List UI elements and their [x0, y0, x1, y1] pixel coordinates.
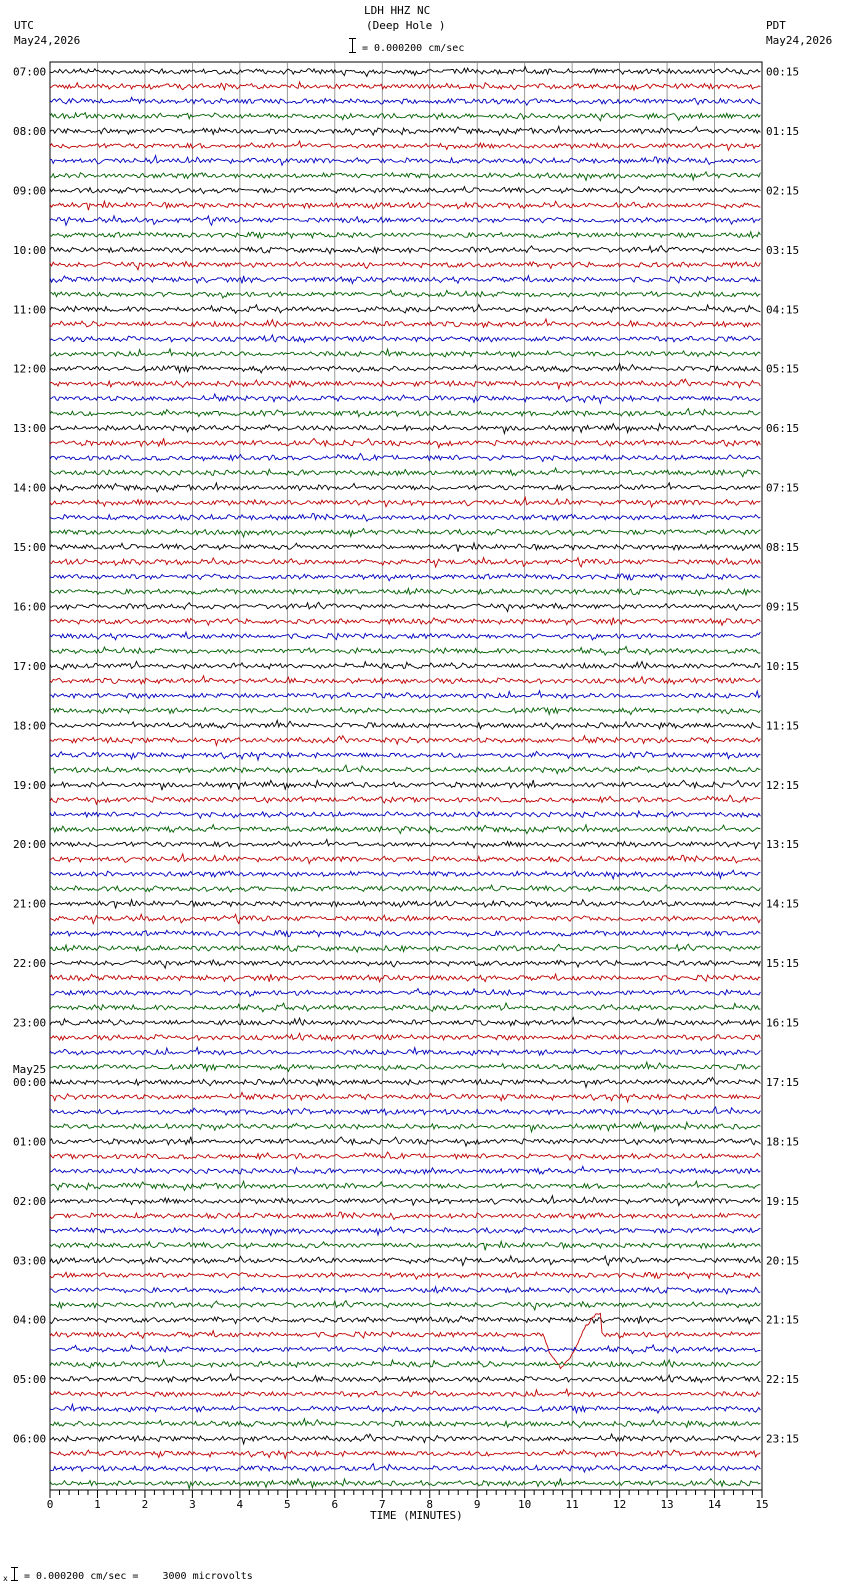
seismogram-trace [50, 1419, 760, 1428]
pdt-hour-label: 06:15 [766, 422, 800, 436]
seismogram-trace [50, 708, 760, 715]
seismogram-trace [50, 468, 760, 477]
seismogram-trace [50, 246, 760, 254]
seismogram-trace [50, 960, 760, 968]
seismogram-trace [50, 765, 760, 774]
pdt-hour-label: 23:15 [766, 1432, 800, 1446]
seismogram-trace [50, 1287, 760, 1294]
footer-scale-bar [14, 1567, 15, 1581]
seismogram-trace [50, 989, 760, 997]
utc-hour-label: 23:00 [13, 1016, 47, 1030]
seismogram-trace [50, 795, 760, 804]
seismogram-trace [50, 1272, 760, 1279]
seismogram-trace [50, 82, 760, 90]
station-title: LDH HHZ NC [364, 4, 431, 17]
pdt-hour-label: 05:15 [766, 362, 800, 376]
seismogram-trace [50, 1181, 760, 1190]
seismogram-trace [50, 424, 760, 434]
seismogram-trace [50, 618, 760, 626]
utc-hour-label: 08:00 [13, 124, 47, 138]
seismogram-trace [50, 1212, 760, 1220]
utc-hour-label: 21:00 [13, 897, 47, 911]
seismogram-trace [50, 602, 760, 611]
left-timezone: UTC [14, 19, 34, 32]
seismogram-trace [50, 1316, 760, 1324]
header-scale-text: = 0.000200 cm/sec [362, 43, 465, 54]
seismogram-trace [50, 588, 760, 595]
seismogram-trace [50, 454, 760, 462]
seismogram-trace [50, 394, 760, 404]
seismogram-trace [50, 930, 760, 936]
seismogram-trace [50, 113, 760, 121]
seismogram-trace [50, 172, 760, 181]
utc-hour-label: 04:00 [13, 1313, 47, 1327]
seismogram-trace [50, 483, 760, 492]
x-tick-label: 5 [284, 1498, 291, 1511]
seismogram-trace [50, 543, 760, 552]
pdt-hour-label: 17:15 [766, 1075, 800, 1089]
pdt-hour-label: 16:15 [766, 1016, 800, 1030]
pdt-hour-label: 18:15 [766, 1135, 800, 1149]
seismogram-trace [50, 1450, 760, 1459]
seismogram-trace [50, 1360, 760, 1368]
seismogram-trace [50, 632, 760, 640]
seismogram-trace [50, 232, 760, 239]
seismogram-trace [50, 1018, 760, 1026]
seismogram-trace [50, 720, 760, 729]
pdt-hour-label: 13:15 [766, 838, 800, 852]
footer-scale-text: = 0.000200 cm/sec = 3000 microvolts [24, 1571, 253, 1582]
x-tick-label: 15 [755, 1498, 769, 1511]
seismogram-trace [50, 676, 760, 685]
seismogram-trace [50, 574, 760, 581]
x-tick-label: 7 [378, 1498, 386, 1511]
seismogram-trace [50, 438, 760, 448]
utc-hour-label: 17:00 [13, 659, 47, 673]
x-tick-label: 12 [612, 1498, 627, 1511]
seismogram-trace [50, 1478, 760, 1488]
seismogram-trace [50, 751, 760, 760]
seismogram-trace [50, 1166, 760, 1174]
utc-hour-label: 22:00 [13, 957, 47, 971]
utc-hour-label: 20:00 [13, 838, 47, 852]
seismogram-trace [50, 1092, 760, 1102]
seismogram-trace [50, 262, 760, 270]
seismogram-trace [50, 335, 760, 343]
x-tick-label: 10 [518, 1498, 532, 1511]
pdt-hour-label: 08:15 [766, 541, 800, 555]
pdt-hour-label: 20:15 [766, 1254, 800, 1268]
x-tick-label: 11 [565, 1498, 579, 1511]
seismogram-trace [50, 1196, 760, 1206]
pdt-hour-label: 07:15 [766, 481, 800, 495]
seismogram-trace [50, 974, 760, 982]
utc-hour-label: 09:00 [13, 184, 47, 198]
pdt-hour-label: 01:15 [766, 124, 800, 138]
date-change-label: May25 [13, 1062, 47, 1076]
seismogram-trace [50, 1241, 760, 1250]
seismogram-trace [50, 187, 760, 194]
seismogram-trace [50, 156, 760, 166]
seismogram-trace [50, 736, 760, 746]
seismogram-trace [50, 1122, 760, 1132]
seismogram-trace [50, 1464, 760, 1473]
pdt-hour-label: 00:15 [766, 65, 800, 79]
footer-marker: x [3, 1574, 8, 1583]
seismogram-trace [50, 944, 760, 952]
left-date: May24,2026 [14, 34, 81, 47]
utc-hour-label: 10:00 [13, 243, 47, 257]
right-timezone: PDT [766, 19, 786, 32]
x-axis-title: TIME (MINUTES) [370, 1509, 463, 1522]
utc-hour-label: 00:00 [13, 1075, 47, 1089]
x-tick-label: 0 [46, 1498, 54, 1511]
seismogram-trace [50, 379, 760, 389]
seismogram-trace [50, 839, 760, 848]
seismogram-trace [50, 1227, 760, 1236]
pdt-hour-label: 21:15 [766, 1313, 800, 1327]
seismogram-trace [50, 825, 760, 834]
seismogram-trace [50, 691, 760, 699]
seismogram-trace [50, 558, 760, 567]
seismogram-trace [50, 811, 760, 818]
seismogram-trace [50, 97, 760, 105]
seismogram-trace [50, 1389, 760, 1397]
utc-hour-label: 13:00 [13, 422, 47, 436]
seismogram-trace [50, 1078, 760, 1088]
seismogram-trace [50, 1003, 760, 1012]
seismogram-trace [50, 1107, 760, 1115]
seismogram-trace [50, 1313, 760, 1368]
x-tick-label: 6 [331, 1498, 339, 1511]
seismogram-trace [50, 319, 760, 327]
seismogram-trace [50, 364, 760, 373]
seismogram-trace [50, 409, 760, 417]
seismogram-trace [50, 1033, 760, 1041]
seismogram-trace [50, 497, 760, 507]
pdt-hour-label: 15:15 [766, 957, 800, 971]
seismogram-trace [50, 900, 760, 909]
utc-hour-label: 16:00 [13, 600, 47, 614]
pdt-hour-label: 11:15 [766, 719, 800, 733]
seismogram-trace [50, 1062, 760, 1071]
utc-hour-label: 18:00 [13, 719, 47, 733]
utc-hour-label: 11:00 [13, 303, 47, 317]
utc-hour-label: 07:00 [13, 65, 47, 79]
pdt-hour-label: 09:15 [766, 600, 800, 614]
x-tick-label: 13 [660, 1498, 674, 1511]
seismogram-trace [50, 529, 760, 538]
seismogram-trace [50, 126, 760, 135]
seismogram-trace [50, 647, 760, 656]
seismogram-trace [50, 1374, 760, 1383]
utc-hour-label: 12:00 [13, 362, 47, 376]
seismogram-trace [50, 780, 760, 790]
pdt-hour-label: 19:15 [766, 1194, 800, 1208]
seismogram-trace [50, 514, 760, 522]
seismogram-trace [50, 67, 760, 77]
x-tick-label: 14 [707, 1498, 722, 1511]
seismogram-trace [50, 1256, 760, 1266]
seismogram-trace [50, 1345, 760, 1354]
utc-hour-label: 02:00 [13, 1194, 47, 1208]
utc-hour-label: 14:00 [13, 481, 47, 495]
pdt-hour-label: 12:15 [766, 778, 800, 792]
seismogram-trace [50, 1404, 760, 1413]
pdt-hour-label: 10:15 [766, 659, 800, 673]
pdt-hour-label: 04:15 [766, 303, 800, 317]
utc-hour-label: 19:00 [13, 778, 47, 792]
seismogram-trace [50, 349, 760, 357]
seismogram-trace [50, 305, 760, 314]
seismogram-trace [50, 1047, 760, 1055]
x-tick-label: 4 [236, 1498, 244, 1511]
seismogram-trace [50, 661, 760, 669]
station-location: (Deep Hole ) [366, 19, 446, 32]
seismogram-trace [50, 914, 760, 923]
right-date: May24,2026 [766, 34, 833, 47]
seismogram-trace [50, 1137, 760, 1147]
utc-hour-label: 15:00 [13, 541, 47, 555]
pdt-hour-label: 14:15 [766, 897, 800, 911]
seismogram-trace [50, 201, 760, 210]
x-tick-label: 1 [94, 1498, 101, 1511]
seismogram-trace [50, 276, 760, 284]
seismogram-trace [50, 1301, 760, 1310]
x-tick-label: 2 [141, 1498, 149, 1511]
utc-hour-label: 05:00 [13, 1373, 47, 1387]
seismogram-trace [50, 885, 760, 892]
seismogram-trace [50, 141, 760, 150]
x-tick-label: 3 [189, 1498, 196, 1511]
seismogram-trace [50, 1434, 760, 1444]
pdt-hour-label: 22:15 [766, 1373, 800, 1387]
x-tick-label: 8 [426, 1498, 434, 1511]
utc-hour-label: 03:00 [13, 1254, 47, 1268]
utc-hour-label: 06:00 [13, 1432, 47, 1446]
x-tick-label: 9 [473, 1498, 481, 1511]
seismogram-trace [50, 854, 760, 864]
utc-hour-label: 01:00 [13, 1135, 47, 1149]
seismogram-trace [50, 1152, 760, 1160]
seismogram-trace [50, 870, 760, 879]
seismogram-trace [50, 216, 760, 226]
pdt-hour-label: 02:15 [766, 184, 800, 198]
seismogram-trace [50, 290, 760, 298]
pdt-hour-label: 03:15 [766, 243, 800, 257]
